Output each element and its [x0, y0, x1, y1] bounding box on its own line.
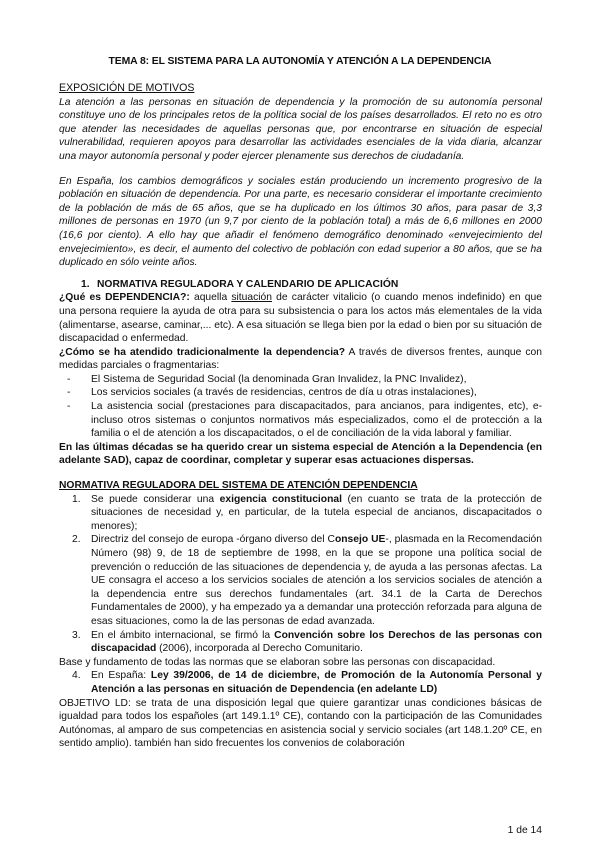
dependencia-definition: ¿Qué es DEPENDENCIA?: aquella situación de carácter vitalicio (o cuando menos indefinido) en que una persona requiere la ayuda de otra para su subsistencia o para los actos más elementales de la vida (alimentarse, asearse, caminar,... etc). A esa situación se llega bien por la edad o bien por su situación de discapacidad o enfermedad.	[59, 292, 542, 345]
frentes-list	[59, 373, 542, 441]
document-title: TEMA 8: EL SISTEMA PARA LA AUTONOMÍA Y ATENCIÓN A LA DEPENDENCIA	[108, 56, 492, 67]
motivos-heading: EXPOSICIÓN DE MOTIVOS	[59, 82, 195, 94]
normativa-heading: NORMATIVA REGULADORA DEL SISTEMA DE ATENCIÓN DEPENDENCIA	[59, 480, 418, 492]
normativa-list	[59, 493, 542, 656]
list-item: 2. Directriz del consejo de europa -órgano diverso del Consejo UE-, plasmada en la Recomendación Número (98) 9, de 18 de septiembre de 1998, en la que se propone una política social de prevención o reducción de las situaciones de dependencia y, de ayuda a las personas afectas. La UE consagra el acceso a los servicios sociales de atención a los servicios sociales de atención a la dependencia entre sus derechos fundamentales (art. 34.1 de la Carta de Derechos Fundamentales de 2000), y ha empezado ya a demandar una protección reforzada para alguna de esas situaciones, como la de las personas de edad avanzada.	[72, 534, 542, 627]
list-item: - El Sistema de Seguridad Social (la denominada Gran Invalidez, la PNC Invalidez),	[67, 373, 467, 385]
list-item: - Los servicios sociales (a través de residencias, centros de día u otras instalaciones),	[67, 387, 477, 399]
list-item: 3. En el ámbito internacional, se firmó la Convención sobre los Derechos de las personas con discapacidad (2006), incorporada al Derecho Comunitario.	[72, 629, 542, 655]
objetivo-ld: OBJETIVO LD: se trata de una disposición legal que quiere garantizar unas condiciones básicas de igualdad para todos los españoles (art 149.1.1º CE), contando con la participación de las Comunidades Autónomas, al amparo de sus competencias en asistencia social y servicio sociales (art 148.1.20º CE, en sentido amplio). también han sido frecuentes los convenios de colaboración	[59, 697, 542, 750]
motivos-paragraph-2: En España, los cambios demográficos y sociales están produciendo un incremento progresivo de la población en situación de dependencia. Por una parte, es necesario considerar el importante crecimiento de la población de más de 65 años, que se ha duplicado en los últimos 30 años, para pasar de 3,3 millones de personas en 1970 (un 9,7 por ciento de la población total) a más de 6,6 millones en 2000 (16,6 por ciento). A ello hay que añadir el fenómeno demográfico denominado «envejecimiento del envejecimiento», es decir, el aumento del colectivo de población con edad superior a 80 años, que se ha duplicado en sólo veinte años.	[59, 175, 542, 269]
page-number: 1 de 14	[507, 825, 542, 836]
list-item: - La asistencia social (prestaciones para discapacitados, para ancianos, para indigentes, etc), e- incluso otros sistemas o conjuntos normativos más especializados, como el de protección a la familia o el de atención a los discapacitados, o el de conciliación de la vida laboral y familiar.	[67, 401, 542, 440]
list-item: 1. Se puede considerar una exigencia constitucional (en cuanto se trata de la protección de situaciones de necesidad y, en particular, de la tutela especial de ancianos, discapacitados o menores);	[72, 493, 543, 532]
list-item: 4. En España: Ley 39/2006, de 14 de diciembre, de Promoción de la Autonomía Personal y Atención a las personas en situación de Dependencia (en adelante LD)	[72, 670, 542, 695]
document-body	[59, 82, 542, 751]
motivos-paragraph-1: La atención a las personas en situación de dependencia y la promoción de su autonomía personal constituye uno de los principales retos de la política social de los países desarrollados. El reto no es otro que atender las necesidades de aquellas personas que, por encontrarse en situación de especial vulnerabilidad, requieren apoyos para desarrollar las actividades esenciales de la vida diaria, alcanzar una mayor autonomía personal y poder ejercer plenamente sus derechos de ciudadanía.	[59, 96, 542, 162]
atencion-tradicional: ¿Cómo se ha atendido tradicionalmente la dependencia? A través de diversos frentes, aunque con medidas parciales o fragmentarias:	[59, 346, 542, 372]
sad-conclusion: En las últimas décadas se ha querido crear un sistema especial de Atención a la Dependencia (en adelante SAD), capaz de coordinar, completar y superar esas actuaciones dispersas.	[59, 441, 542, 467]
normativa-list-continued	[59, 669, 542, 696]
base-fundamento: Base y fundamento de todas las normas que se elaboran sobre las personas con discapacidad.	[59, 656, 496, 668]
section-1-heading: 1. NORMATIVA REGULADORA Y CALENDARIO DE APLICACIÓN	[81, 278, 399, 290]
